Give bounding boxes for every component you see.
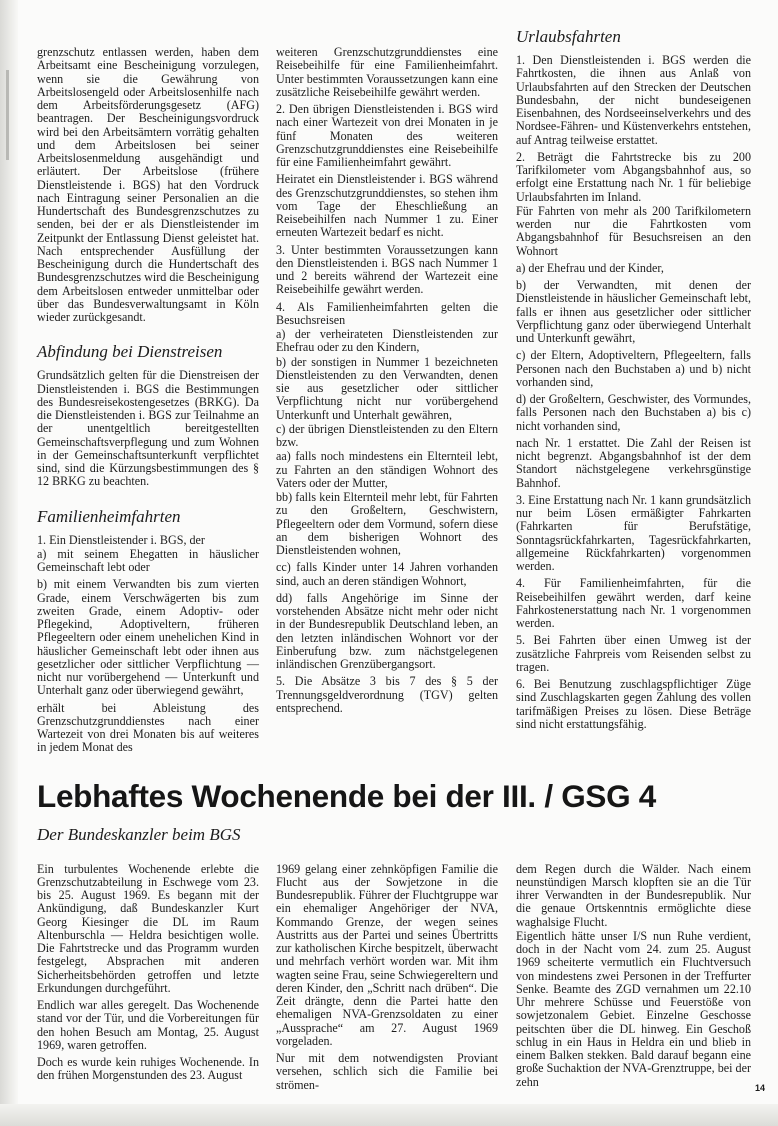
- paragraph: 3. Unter bestimmten Voraussetzungen kann den Dienstleistenden i. BGS nach Nummer 1 und 2 bereits während der Wartezeit eine Reisebeihilfe gewährt werden.: [276, 242, 498, 297]
- top-column-1: [37, 46, 259, 759]
- paragraph: Heiratet ein Dienstleistender i. BGS während des Grenzschutzgrunddienstes, so stehen ihm vom Tage der Eheschließung an Reisebeihilfen nach Nummer 1 zu. Einer erneuten Wartezeit bedarf es nicht.: [276, 172, 498, 240]
- article-subtitle: Der Bundeskanzler beim BGS: [37, 824, 241, 844]
- paragraph: 1969 gelang einer zehnköpfigen Familie die Flucht aus der Sowjetzone in die Bundesrepublik. Führer der Fluchtgruppe war ein ehemaliger Angehöriger der NVA, Kommando Grenze, der wegen seines Austritts aus der Partei und seines Übertritts zur katholischen Kirche bespitzelt, überwacht und mehrfach verhört worden war. Mit ihm wagten seine Frau, seine Schwiegereltern und deren Kinder, den „Schritt nach drüben“. Die Zeit drängte, denn die Partei hatte den ehemaligen NVA-Grenzsoldaten zu einer „Aussprache“ am 27. August 1969 vorgeladen.: [276, 861, 499, 1048]
- paragraph: 5. Bei Fahrten über einen Umweg ist der zusätzliche Fahrpreis vom Reisenden selbst zu tragen.: [516, 633, 751, 674]
- paragraph: b) der sonstigen in Nummer 1 bezeichneten Dienstleistenden zu den Verwandten, denen sie aus gesetzlicher oder sittlicher Verpflichtung nicht nur vorübergehend Unterkunft und Unterhalt gewähren,: [276, 354, 498, 422]
- article-columns: [37, 861, 766, 1096]
- paragraph: erhält bei Ableistung des Grenzschutzgrunddienstes nach einer Wartezeit von drei Monaten bis auf weiteres in jedem Monat des: [37, 700, 259, 755]
- section-heading: Abfindung bei Dienstreisen: [37, 342, 223, 362]
- page-number: 14: [755, 1082, 766, 1093]
- paragraph: aa) falls noch mindestens ein Elternteil lebt, zu Fahrten an den ständigen Wohnort des Vaters oder der Mutter,: [276, 449, 498, 490]
- paragraph: Eigentlich hätte unser I/S nun Ruhe verdient, doch in der Nacht vom 24. zum 25. August 1969 scheiterte vermutlich ein Fluchtversuch von mindestens zwei Personen in der Treffurter Senke. Beamte des ZGD vernahmen um 22.10 Uhr mehrere Schüsse und Feuerstöße von sowjetzonalem Gebiet. Einzelne Geschosse peitschten über die DL hinweg. Ein Geschoß schlug in ein Haus in Heldra ein und blieb in einem Balken stekken. Bald darauf begann eine große Suchaktion der NVA-Grenztruppe, bei der zehn: [516, 928, 751, 1089]
- paragraph: Doch es wurde kein ruhiges Wochenende. In den frühen Morgenstunden des 23. August: [37, 1055, 259, 1083]
- paragraph: dd) falls Angehörige im Sinne der vorstehenden Absätze nicht mehr oder nicht in der Bundesrepublik Deutschland leben, an den letzten inländischen Wohnort vor der Einberufung bzw. zum nächstgelegenen inländischen Grenzübergangsort.: [276, 590, 498, 671]
- article-column-2: [276, 863, 498, 1096]
- paragraph: Endlich war alles geregelt. Das Wochenende stand vor der Tür, und die Vorbereitungen für den hohen Besuch am Montag, 25. August 1969, waren getroffen.: [37, 998, 259, 1052]
- paragraph: Für Fahrten von mehr als 200 Tarifkilometern werden nur die Fahrtkosten vom Abgangsbahnhof für Besuchsreisen an den Wohnort: [516, 203, 751, 258]
- section-heading: Familienheimfahrten: [37, 506, 181, 526]
- paragraph: grenzschutz entlassen werden, haben dem Arbeitsamt eine Bescheinigung vorzulegen, wenn sie die Gewährung von Arbeitslosengeld oder Arbeitslosenhilfe nach dem Arbeitsförderungsgesetz (AFG) beantragen. Der Bescheinigungsvordruck wird bei den Arbeitsämtern vorrätig gehalten und dem Arbeitslosen bei seiner Arbeitslosenmeldung ausgehändigt und erläutert. Der Arbeitslose (frühere Dienstleistende i. BGS) hat den Vordruck nach Eintragung seiner Personalien an die Hundertschaft des Bundesgrenzschutzes zu senden, bei der er als Dienstleistender im Zeitpunkt der Entlassung Dienst geleistet hat. Nach entsprechender Ausfüllung der Bescheinigung durch die Hundertschaft des Bundesgrenzschutzes wird die Bescheinigung dem Arbeitslosen entweder unmittelbar oder über das Bundesverwaltungsamt in Köln wieder zurückgesandt.: [37, 45, 259, 324]
- paragraph: b) mit einem Verwandten bis zum vierten Grade, einem Verschwägerten bis zum zweiten Grade, einem Adoptiv- oder Pflegekind, Adoptiveltern, früheren Pflegeeltern oder einem unehelichen Kind in häuslicher Gemeinschaft lebt oder ihnen aus gesetzlicher oder sittlicher Verpflichtung — nicht nur vorübergehend — Unterkunft und Unterhalt ganz oder überwiegend gewährt,: [37, 577, 259, 698]
- paragraph: 6. Bei Benutzung zuschlagspflichtiger Züge sind Zuschlagskarten gegen Zahlung des vollen tarifmäßigen Preises zu lösen. Diese Beträge sind nicht erstattungsfähig.: [516, 677, 751, 731]
- top-column-3: [516, 27, 751, 759]
- paragraph: a) der verheirateten Dienstleistenden zur Ehefrau oder zu den Kindern,: [276, 327, 498, 355]
- paragraph: Ein turbulentes Wochenende erlebte die Grenzschutzabteilung in Eschwege vom 23. bis 25. August 1969. Es begann mit der Ankündigung, daß Bundeskanzler Kurt Georg Kiesinger die DL im Raum Altenburschla — Heldra besichtigen wolle. Die Fahrtstrecke und das Programm wurden festgelegt, Absprachen mit anderen Sicherheitsbehörden getroffen und letzte Erkundungen durchgeführt.: [37, 861, 259, 995]
- article-headline: Lebhaftes Wochenende bei der III. / GSG 4: [37, 777, 657, 814]
- paragraph: weiteren Grenzschutzgrunddienstes eine Reisebeihilfe für eine Familienheimfahrt. Unter bestimmten Voraussetzungen kann eine zusätzliche Reisebeihilfe gewährt werden.: [276, 45, 498, 99]
- paragraph: bb) falls kein Elternteil mehr lebt, für Fahrten zu den Großeltern, Geschwistern, Pflegeeltern oder dem Vormund, sofern diese an dem bisherigen Wohnort des Dienstleistenden wohnen,: [276, 490, 498, 557]
- paragraph: c) der übrigen Dienstleistenden zu den Eltern bzw.: [276, 421, 498, 449]
- paragraph: 4. Für Familienheimfahrten, für die Reisebeihilfen gewährt werden, darf keine Fahrkostenerstattung nach Nr. 1 vorgenommen werden.: [516, 576, 751, 630]
- section-heading: Urlaubsfahrten: [516, 27, 621, 46]
- paragraph: 2. Den übrigen Dienstleistenden i. BGS wird nach einer Wartezeit von drei Monaten in je fünf Monaten des weiteren Grenzschutzgrunddienstes eine Reisebeihilfe für eine Familienheimfahrt gewährt.: [276, 102, 498, 169]
- paragraph: dem Regen durch die Wälder. Nach einem neunstündigen Marsch klopften sie an die Tür ihrer Verwandten in der Bundesrepublik. Nur die genaue Ortskenntnis ermöglichte diese waghalsige Flucht.: [516, 861, 751, 929]
- paragraph: d) der Großeltern, Geschwister, des Vormundes, falls Personen nach den Buchstaben a) bis c) nicht vorhanden sind,: [516, 392, 751, 433]
- paragraph: 2. Beträgt die Fahrtstrecke bis zu 200 Tarifkilometer vom Abgangsbahnhof aus, so erfolgt eine Erstattung nach Nr. 1 für beliebige Urlaubsfahrten im Inland.: [516, 149, 751, 204]
- top-columns: [37, 27, 752, 759]
- paragraph: Nur mit dem notwendigsten Proviant versehen, schlich sich die Familie bei strömen-: [276, 1051, 498, 1092]
- paragraph: nach Nr. 1 erstattet. Die Zahl der Reisen ist nicht begrenzt. Abgangsbahnhof ist der dem Standort nächstgelegene verkehrsgünstige Bahnhof.: [516, 435, 751, 490]
- paragraph: Grundsätzlich gelten für die Dienstreisen der Dienstleistenden i. BGS die Bestimmungen des Bundesreisekostengesetzes (BRKG). Da die Dienstleistenden i. BGS zur Teilnahme an der unentgeltlich bereitgestellten Gemeinschaftsverpflegung und zum Wohnen in der Gemeinschaftsunterkunft verpflichtet sind, sind die Kürzungsbestimmungen des § 12 BRKG zu beachten.: [37, 368, 259, 489]
- article-column-3: [516, 863, 751, 1096]
- top-column-2: [276, 46, 498, 759]
- paragraph: 5. Die Absätze 3 bis 7 des § 5 der Trennungsgeldverordnung (TGV) gelten entsprechend.: [276, 674, 498, 715]
- paragraph: a) mit seinem Ehegatten in häuslicher Gemeinschaft lebt oder: [37, 546, 259, 574]
- paragraph: c) der Eltern, Adoptiveltern, Pflegeeltern, falls Personen nach den Buchstaben a) und b) nicht vorhanden sind,: [516, 348, 751, 389]
- paragraph: 4. Als Familienheimfahrten gelten die Besuchsreisen: [276, 299, 498, 327]
- paragraph: cc) falls Kinder unter 14 Jahren vorhanden sind, auch an deren ständigen Wohnort,: [276, 560, 498, 588]
- paragraph: 1. Ein Dienstleistender i. BGS, der: [37, 532, 205, 547]
- paragraph: 3. Eine Erstattung nach Nr. 1 kann grundsätzlich nur beim Lösen ermäßigter Fahrkarten (Fahrkarten für Berufstätige, Sonntagsrückfahrkarten, Tagesrückfahrkarten, allgemeine Rückfahrkarten) vorgenommen werden.: [516, 492, 751, 573]
- paragraph: 1. Den Dienstleistenden i. BGS werden die Fahrtkosten, die ihnen aus Anlaß von Urlaubsfahrten auf den Strecken der Deutschen Bundesbahn, der nicht bundeseigenen Eisenbahnen, des Nordseeinselverkehrs und des Nordsee-Fähren- und Küstenverkehrs entstehen, auf Antrag teilweise erstattet.: [516, 53, 751, 147]
- paragraph: a) der Ehefrau und der Kinder,: [516, 260, 664, 275]
- article-column-1: [37, 863, 259, 1096]
- paragraph: b) der Verwandten, mit denen der Dienstleistende in häuslicher Gemeinschaft lebt, falls er ihnen aus gesetzlicher oder sittlicher Verpflichtung ganz oder überwiegend Unterhalt und Unterkunft gewährt,: [516, 278, 751, 345]
